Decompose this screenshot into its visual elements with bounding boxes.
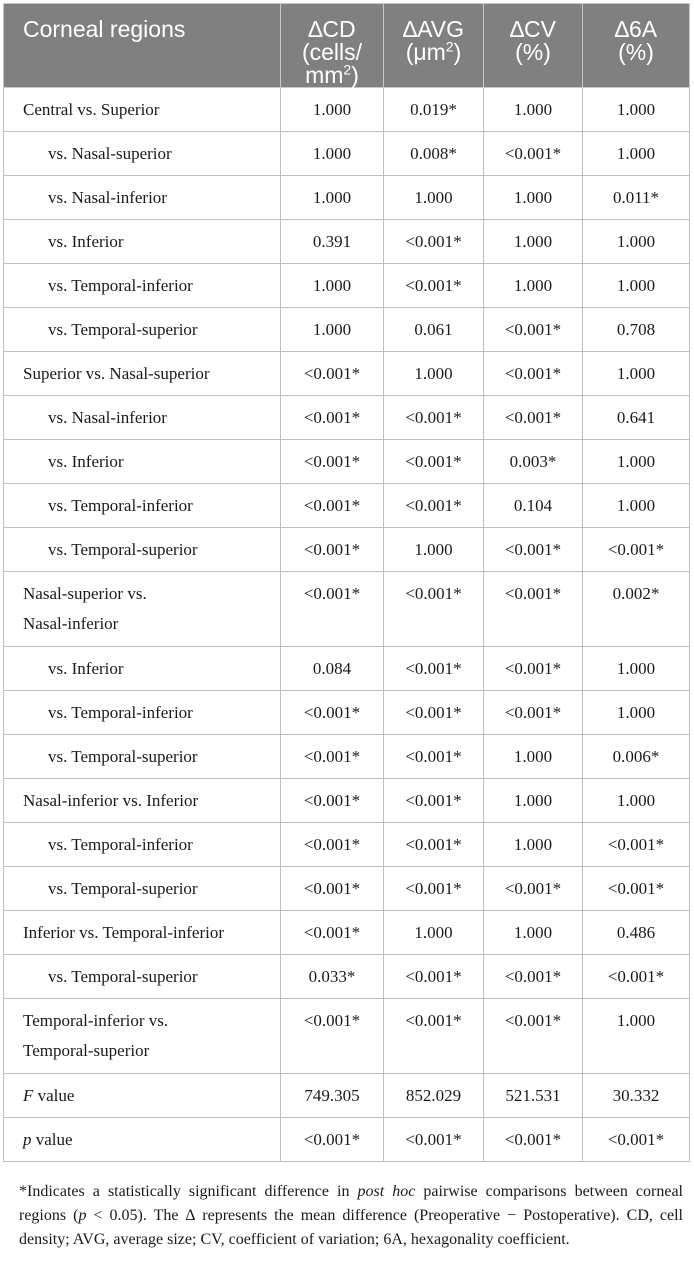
cell-delta-cv: 1.000 [484, 88, 583, 132]
row-label [4, 440, 281, 484]
header-delta-cd [281, 4, 384, 88]
row-label [4, 823, 281, 867]
row-label [4, 484, 281, 528]
table-row [4, 572, 690, 647]
cell-delta-cd: 749.305 [281, 1074, 384, 1118]
row-label-text: vs. Inferior [48, 452, 124, 471]
table-row [4, 264, 690, 308]
cell-delta-avg: <0.001* [384, 779, 484, 823]
cell-delta-cd: 1.000 [281, 264, 384, 308]
cell-delta-cv: <0.001* [484, 528, 583, 572]
cell-delta-6a: 1.000 [583, 132, 690, 176]
cell-delta-6a: <0.001* [583, 867, 690, 911]
cell-delta-avg: 1.000 [384, 352, 484, 396]
row-label-text: Nasal-inferior [23, 614, 119, 633]
cell-delta-avg: <0.001* [384, 484, 484, 528]
cell-delta-avg: <0.001* [384, 220, 484, 264]
cell-delta-cv: <0.001* [484, 691, 583, 735]
table-row [4, 528, 690, 572]
table-row [4, 176, 690, 220]
cell-delta-cv: 1.000 [484, 823, 583, 867]
header-label: ∆CV [509, 16, 557, 42]
header-unit-line: (%) [515, 39, 551, 65]
table-row [4, 867, 690, 911]
cell-delta-6a: 0.486 [583, 911, 690, 955]
header-unit-line: mm [305, 62, 344, 88]
cell-delta-cv: <0.001* [484, 867, 583, 911]
cell-delta-6a: <0.001* [583, 528, 690, 572]
footnote-text: *Indicates a statistically significant difference in [19, 1183, 358, 1200]
header-label: ∆CD [308, 16, 356, 42]
cell-delta-cv: 0.003* [484, 440, 583, 484]
header-unit-suffix: ) [453, 39, 462, 65]
row-label [4, 264, 281, 308]
cell-delta-cd: <0.001* [281, 1118, 384, 1162]
cell-delta-cd: <0.001* [281, 396, 384, 440]
table-row [4, 88, 690, 132]
cell-delta-avg: 852.029 [384, 1074, 484, 1118]
cell-delta-cd: 0.033* [281, 955, 384, 999]
row-label [4, 867, 281, 911]
cell-delta-cv: 1.000 [484, 911, 583, 955]
comparison-table [3, 3, 690, 1162]
cell-delta-avg: 0.061 [384, 308, 484, 352]
cell-delta-avg: 1.000 [384, 528, 484, 572]
cell-delta-cv: 0.104 [484, 484, 583, 528]
row-label [4, 396, 281, 440]
cell-delta-avg: 1.000 [384, 911, 484, 955]
cell-delta-cd: <0.001* [281, 999, 384, 1074]
cell-delta-cv: 1.000 [484, 176, 583, 220]
table-row [4, 220, 690, 264]
row-label-text: value [31, 1130, 73, 1149]
row-label-text: Nasal-superior vs. [23, 584, 147, 603]
row-label [4, 352, 281, 396]
row-label-text: Temporal-superior [23, 1041, 150, 1060]
table-row [4, 1118, 690, 1162]
row-label [4, 132, 281, 176]
table-row [4, 308, 690, 352]
row-label-italic: F [23, 1086, 34, 1105]
cell-delta-6a: <0.001* [583, 823, 690, 867]
cell-delta-cv: <0.001* [484, 352, 583, 396]
cell-delta-avg: <0.001* [384, 999, 484, 1074]
table-row [4, 691, 690, 735]
cell-delta-6a: 1.000 [583, 691, 690, 735]
table-row [4, 484, 690, 528]
row-label [4, 572, 281, 647]
cell-delta-6a: 30.332 [583, 1074, 690, 1118]
cell-delta-6a: 1.000 [583, 440, 690, 484]
cell-delta-cd: 0.391 [281, 220, 384, 264]
header-unit-line: (%) [618, 39, 654, 65]
cell-delta-avg: <0.001* [384, 735, 484, 779]
table-row [4, 999, 690, 1074]
table-row [4, 955, 690, 999]
cell-delta-cv: <0.001* [484, 1118, 583, 1162]
cell-delta-cd: 1.000 [281, 176, 384, 220]
cell-delta-cd: <0.001* [281, 691, 384, 735]
cell-delta-cv: 521.531 [484, 1074, 583, 1118]
cell-delta-cd: <0.001* [281, 528, 384, 572]
table-footnote [19, 1180, 683, 1252]
cell-delta-cv: 1.000 [484, 220, 583, 264]
cell-delta-avg: <0.001* [384, 440, 484, 484]
cell-delta-6a: 1.000 [583, 999, 690, 1074]
table-row [4, 396, 690, 440]
cell-delta-cd: 1.000 [281, 308, 384, 352]
header-corneal-regions [4, 4, 281, 88]
row-label-text: vs. Inferior [48, 659, 124, 678]
cell-delta-6a: 0.002* [583, 572, 690, 647]
cell-delta-cv: 1.000 [484, 779, 583, 823]
table-row [4, 911, 690, 955]
cell-delta-cd: 1.000 [281, 88, 384, 132]
footnote-italic: post hoc [357, 1183, 416, 1200]
cell-delta-6a: 0.708 [583, 308, 690, 352]
cell-delta-cv: 1.000 [484, 264, 583, 308]
cell-delta-cd: <0.001* [281, 867, 384, 911]
cell-delta-6a: 0.011* [583, 176, 690, 220]
footnote-text: < 0.05). The ∆ represents the mean difference (Preoperative − Postoperative). CD, cell density; AVG, average size; CV, coefficient of variation; 6A, hexagonality coefficient. [19, 1207, 683, 1248]
cell-delta-6a: 1.000 [583, 647, 690, 691]
row-label [4, 691, 281, 735]
cell-delta-avg: 0.008* [384, 132, 484, 176]
row-label-text: vs. Nasal-inferior [48, 408, 167, 427]
row-label [4, 308, 281, 352]
table-row [4, 647, 690, 691]
table-row [4, 1074, 690, 1118]
row-label-text: vs. Temporal-inferior [48, 496, 193, 515]
cell-delta-cv: 1.000 [484, 735, 583, 779]
cell-delta-6a: 1.000 [583, 352, 690, 396]
cell-delta-6a: <0.001* [583, 1118, 690, 1162]
cell-delta-avg: 0.019* [384, 88, 484, 132]
row-label [4, 779, 281, 823]
cell-delta-cv: <0.001* [484, 572, 583, 647]
row-label [4, 647, 281, 691]
cell-delta-cd: 0.084 [281, 647, 384, 691]
cell-delta-cv: <0.001* [484, 308, 583, 352]
cell-delta-cd: <0.001* [281, 779, 384, 823]
cell-delta-cv: <0.001* [484, 647, 583, 691]
row-label-text: vs. Temporal-inferior [48, 276, 193, 295]
cell-delta-avg: <0.001* [384, 955, 484, 999]
header-unit-suffix: ) [351, 62, 359, 88]
cell-delta-cd: 1.000 [281, 132, 384, 176]
row-label-text: vs. Temporal-inferior [48, 703, 193, 722]
row-label-italic: p [23, 1130, 32, 1149]
cell-delta-6a: 1.000 [583, 220, 690, 264]
table-row [4, 823, 690, 867]
table-row [4, 352, 690, 396]
header-label: ∆6A [614, 16, 658, 42]
cell-delta-6a: 1.000 [583, 264, 690, 308]
cell-delta-6a: 1.000 [583, 484, 690, 528]
row-label [4, 220, 281, 264]
header-delta-cv [484, 4, 583, 88]
table-row [4, 132, 690, 176]
cell-delta-cv: <0.001* [484, 999, 583, 1074]
header-label: ∆AVG [403, 16, 464, 42]
row-label [4, 911, 281, 955]
row-label [4, 955, 281, 999]
row-label-text: vs. Temporal-superior [48, 967, 198, 986]
row-label-text: vs. Temporal-superior [48, 879, 198, 898]
cell-delta-avg: <0.001* [384, 867, 484, 911]
row-label-text: vs. Temporal-inferior [48, 835, 193, 854]
cell-delta-6a: 1.000 [583, 779, 690, 823]
cell-delta-cd: <0.001* [281, 572, 384, 647]
cell-delta-cd: <0.001* [281, 823, 384, 867]
header-delta-avg [384, 4, 484, 88]
header-superscript: 2 [445, 38, 454, 55]
cell-delta-avg: <0.001* [384, 647, 484, 691]
cell-delta-cd: <0.001* [281, 440, 384, 484]
cell-delta-6a: 0.641 [583, 396, 690, 440]
cell-delta-6a: 1.000 [583, 88, 690, 132]
row-label-text: Superior vs. Nasal-superior [23, 364, 210, 383]
row-label-text: Central vs. Superior [23, 100, 160, 119]
cell-delta-6a: 0.006* [583, 735, 690, 779]
row-label-text: vs. Inferior [48, 232, 124, 251]
table-body [4, 88, 690, 1162]
cell-delta-avg: <0.001* [384, 691, 484, 735]
cell-delta-avg: <0.001* [384, 1118, 484, 1162]
row-label [4, 176, 281, 220]
header-delta-6a [583, 4, 690, 88]
row-label-text: Inferior vs. Temporal-inferior [23, 923, 225, 942]
row-label-text: vs. Nasal-superior [48, 144, 172, 163]
row-label-text: vs. Temporal-superior [48, 540, 198, 559]
cell-delta-avg: 1.000 [384, 176, 484, 220]
header-superscript: 2 [343, 61, 352, 78]
row-label [4, 1118, 281, 1162]
header-unit-line: (μm [405, 39, 446, 65]
cell-delta-avg: <0.001* [384, 396, 484, 440]
cell-delta-6a: <0.001* [583, 955, 690, 999]
row-label-text: Temporal-inferior vs. [23, 1011, 169, 1030]
cell-delta-cd: <0.001* [281, 735, 384, 779]
cell-delta-cv: <0.001* [484, 396, 583, 440]
row-label-text: value [33, 1086, 75, 1105]
cell-delta-avg: <0.001* [384, 823, 484, 867]
footnote-text: pairwise comparisons between corneal regions ( [19, 1183, 683, 1224]
table-row [4, 440, 690, 484]
row-label [4, 1074, 281, 1118]
header-unit-line: (cells/ [301, 39, 363, 65]
cell-delta-avg: <0.001* [384, 264, 484, 308]
row-label-text: vs. Nasal-inferior [48, 188, 167, 207]
footnote-italic: p [78, 1207, 87, 1224]
row-label [4, 735, 281, 779]
cell-delta-cd: <0.001* [281, 484, 384, 528]
row-label [4, 999, 281, 1074]
table-row [4, 779, 690, 823]
row-label-text: Nasal-inferior vs. Inferior [23, 791, 199, 810]
cell-delta-cd: <0.001* [281, 911, 384, 955]
row-label-text: vs. Temporal-superior [48, 320, 198, 339]
table-row [4, 735, 690, 779]
cell-delta-cd: <0.001* [281, 352, 384, 396]
row-label [4, 528, 281, 572]
cell-delta-cv: <0.001* [484, 132, 583, 176]
header-label: Corneal regions [23, 16, 186, 42]
cell-delta-cv: <0.001* [484, 955, 583, 999]
cell-delta-avg: <0.001* [384, 572, 484, 647]
row-label [4, 88, 281, 132]
header-row [4, 4, 690, 88]
row-label-text: vs. Temporal-superior [48, 747, 198, 766]
